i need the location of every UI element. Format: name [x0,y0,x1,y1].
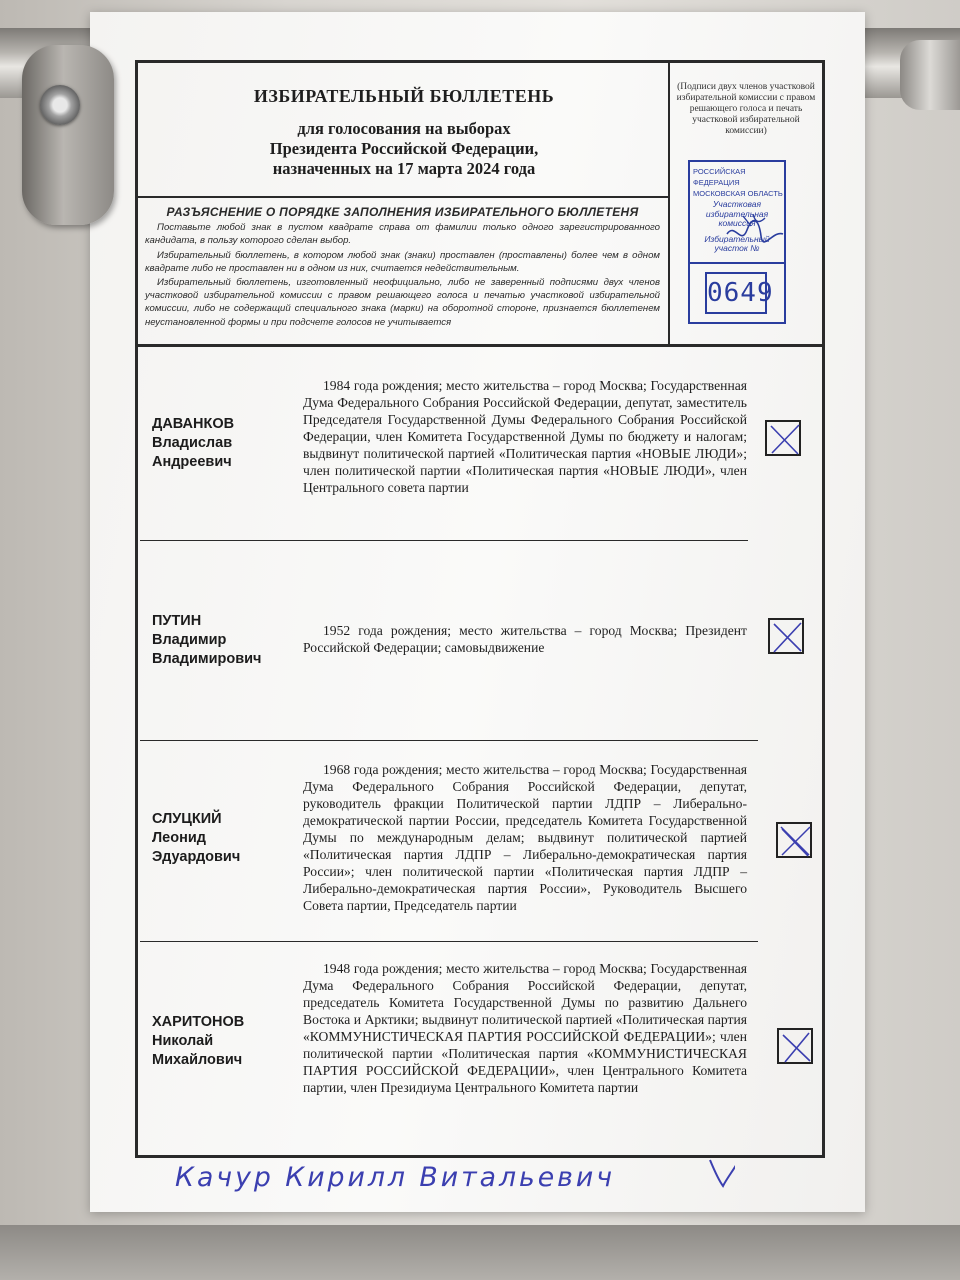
subtitle-line: Президента Российской Федерации, [269,139,539,158]
candidate-description: 1968 года рождения; место жительства – город Москва; Государственная Дума Федерального Собрания Российской Федерации, депутат, руководитель фракции Политической партии ЛДПР – Либерально-демократической партии России, председатель Комитета Государственной Думы по международным делам; выдвинут политической партией «Политическая партия ЛДПР – Либерально-демократическая партия России»; член политической партии «Политическая партия ЛДПР – Либерально-демократическая партия России», Руководитель Высшего Совета партии, Председатель партии [303,762,747,913]
candidate-description: 1984 года рождения; место жительства – город Москва; Государственная Дума Федерального Собрания Российской Федерации, депутат, заместитель Председателя Государственной Думы Федерального Собрания Российской Федерации, член Комитета Государственной Думы по бюджету и налогам; выдвинут политической партией «Политическая партия «НОВЫЕ ЛЮДИ»; член политической партии «Политическая партия «НОВЫЕ ЛЮДИ», член Центрального совета партии [303,378,747,495]
ballot-header [140,86,668,179]
candidate-surname: ХАРИТОНОВ [152,1014,245,1030]
stamp-country: РОССИЙСКАЯ ФЕДЕРАЦИЯ [693,167,746,187]
precinct-number: 0649 [705,272,767,314]
right-clamp [900,40,960,110]
cross-mark-icon [767,422,803,458]
handwritten-voter-name [175,1152,735,1202]
candidate-separator [140,540,748,541]
instructions [145,206,660,330]
cross-mark-icon [779,1030,815,1066]
stamp-commission: Участковая избирательная комиссия [705,199,769,228]
header-divider-vertical [668,60,670,346]
stamp-region [693,166,783,199]
instructions-paragraph: Избирательный бюллетень, изготовленный неофициально, либо не заверенный подписями двух членов участковой избирательной комиссии с правом решающего голоса и печатью участковой избирательной комиссии, либо не содержащий специального знака (марки) на оборотной стороне, признается бюллетенем неустановленной формы и при подсчете голосов не учитывается [145,277,660,328]
cross-mark-icon [778,824,814,860]
table-surface [0,1225,960,1280]
candidate-separator [140,740,758,741]
candidate-patronymic: Владимирович [152,651,262,667]
candidate-surname: СЛУЦКИЙ [152,811,222,827]
candidate-name [152,415,234,472]
signature-mark [725,212,785,252]
instructions-paragraph: Поставьте любой знак в пустом квадрате справа от фамилии только одного зарегистрированного кандидата, в пользу которого сделан выбор. [145,222,660,247]
instructions-paragraph: Избирательный бюллетень, в котором любой знак (знаки) проставлен (проставлены) более чем в одном квадрате либо не проставлен ни в одном из них, считается недействительным. [145,249,660,274]
candidate-separator [140,941,758,942]
stamp-precinct-label: Избирательный участок № [704,233,770,253]
candidate-surname: ПУТИН [152,613,202,629]
candidate-surname: ДАВАНКОВ [152,416,235,432]
instructions-divider [135,344,825,347]
candidate-patronymic: Андреевич [152,454,232,470]
ballot-title: ИЗБИРАТЕЛЬНЫЙ БЮЛЛЕТЕНЬ [253,86,555,106]
candidate-name [152,1013,244,1070]
candidate-name [152,612,261,669]
candidate-first-name: Николай [152,1033,214,1049]
candidate-description: 1952 года рождения; место жительства – город Москва; Президент Российской Федерации; самовыдвижение [303,623,747,655]
ballot-subtitle [140,119,668,179]
candidate-name [152,810,240,867]
candidate-first-name: Леонид [152,830,206,846]
subtitle-line: назначенных на 17 марта 2024 года [272,159,536,178]
instructions-heading: РАЗЪЯСНЕНИЕ О ПОРЯДКЕ ЗАПОЛНЕНИЯ ИЗБИРАТЕЛЬНОГО БЮЛЛЕТЕНЯ [166,205,639,219]
vote-checkbox[interactable] [765,420,801,456]
candidate-patronymic: Эдуардович [152,849,241,865]
stamp-rule [690,262,784,264]
bolt-icon [40,85,80,125]
candidate-patronymic: Михайлович [152,1052,243,1068]
vote-checkbox[interactable] [768,618,804,654]
stamp-oblast: МОСКОВСКАЯ ОБЛАСТЬ [693,189,783,198]
vote-checkbox[interactable] [776,822,812,858]
handwritten-check-mark [710,1160,735,1186]
cross-mark-icon [770,620,806,656]
candidate-first-name: Владислав [152,435,233,451]
vote-checkbox[interactable] [777,1028,813,1064]
left-clamp [22,45,114,225]
voter-name-text: Качур Кирилл Витальевич [175,1162,615,1193]
candidate-description: 1948 года рождения; место жительства – город Москва; Государственная Дума Федерального Собрания Российской Федерации, депутат, председатель Комитета Государственной Думы по развитию Дальнего Востока и Арктики; выдвинут политической партией «Политическая партия «КОММУНИСТИЧЕСКАЯ ПАРТИЯ РОССИЙСКОЙ ФЕДЕРАЦИИ»; член политической партии «Политическая партия «КОММУНИСТИЧЕСКАЯ ПАРТИЯ РОССИЙСКОЙ ФЕДЕРАЦИИ», член Центрального Комитета партии, член Президиума Центрального Комитета партии [303,961,747,1095]
candidate-first-name: Владимир [152,632,227,648]
header-divider [135,196,670,198]
signature-note: (Подписи двух членов участковой избирательной комиссии с правом решающего голоса и печать участковой избирательной комиссии) [676,82,816,136]
subtitle-line: для голосования на выборах [297,119,511,138]
